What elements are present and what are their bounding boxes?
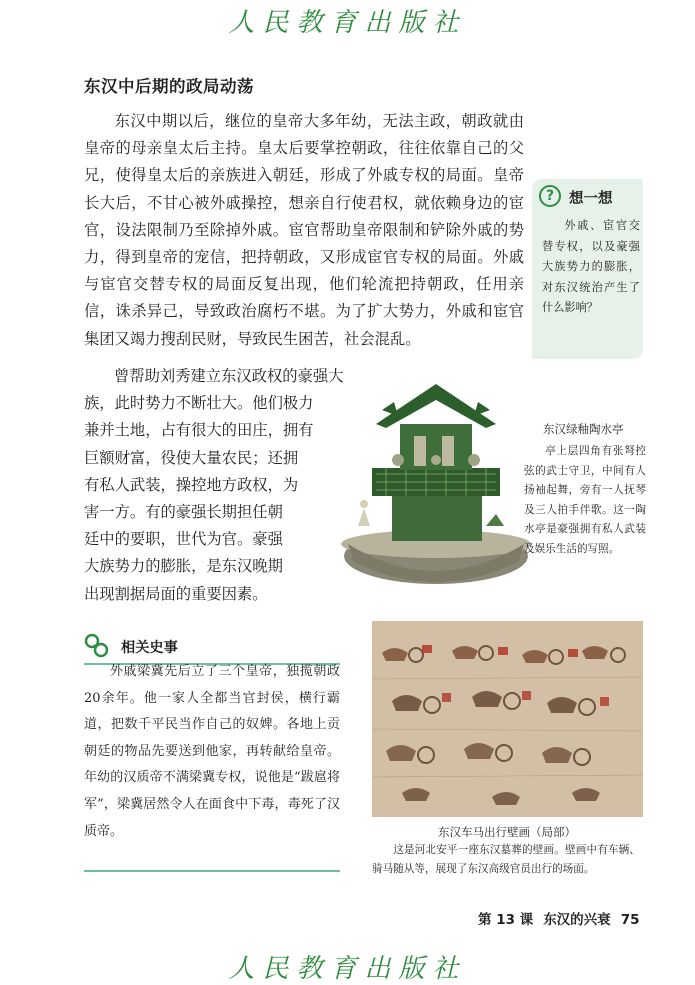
pavilion-caption-text: 亭上层四角有张弩控弦的武士守卫，中间有人扬袖起舞，旁有一人抚琴及三人拍手伴歌。这一陶水亭是豪强拥有私人武装及娱乐生活的写照。 [524,445,646,555]
mural-caption-title: 东汉车马出行壁画（局部） [438,825,576,839]
lesson-number: 第 13 课 [478,912,534,928]
lesson-title: 东汉的兴衰 [543,912,611,928]
think-title: 想一想 [569,191,613,207]
paragraph-line: 害一方。有的豪强长期担任朝 [84,503,283,522]
page-number: 75 [620,912,640,928]
think-question: 外戚、宦官交替专权，以及豪强大族势力的膨胀，对东汉统治产生了什么影响？ [542,219,640,314]
publisher-watermark-top: 人民教育出版社 [228,8,467,38]
related-story-icon [84,633,109,658]
paragraph-line: 巨额财富，役使大量农民；还拥 [84,448,299,467]
paragraph-line: 族，此时势力不断壮大。他们极力 [84,394,314,413]
paragraph-line: 曾帮助刘秀建立东汉政权的豪强大 [114,367,344,385]
mural-photo [372,621,643,817]
paragraph-line: 廷中的要职，世代为官。豪强 [84,530,283,549]
paragraph-line: 出现割据局面的重要因素。 [84,584,268,603]
paragraph-line: 大族势力的膨胀，是东汉晚期 [84,557,283,576]
publisher-watermark-bottom: 人民教育出版社 [228,954,467,984]
question-icon: ? [539,185,561,207]
paragraph-line: 兼并土地，占有很大的田庄，拥有 [84,421,314,440]
related-story-text: 外戚梁冀先后立了三个皇帝，独揽朝政20余年。他一家人全都当官封侯，横行霸道，把数千平民当作自己的奴婢。各地上贡朝廷的物品先要送到他家，再转献给皇帝。年幼的汉质帝不满梁冀专权，说他是“跋扈将军”，梁冀居然令人在面食中下毒，毒死了汉质帝。 [84,664,340,839]
page-footer [478,908,639,928]
think-box [532,179,643,359]
mural-caption-text: 这是河北安平一座东汉墓葬的壁画。壁画中有车辆、骑马随从等，展现了东汉高级官员出行的场面。 [372,844,640,875]
pavilion-photo [336,376,536,590]
main-paragraph: 东汉中期以后，继位的皇帝大多年幼，无法主政，朝政就由皇帝的母亲皇太后主持。皇太后要掌控朝政，往往依靠自己的父兄，使得皇太后的亲族进入朝廷，形成了外戚专权的局面。皇帝长大后，不甘心被外戚操控，想亲自行使君权，就依赖身边的宦官，设法限制乃至除掉外戚。宦官帮助皇帝限制和铲除外戚的势力，得到皇帝的宠信，把持朝政，又形成宦官专权的局面。外戚与宦官交替专权的局面反复出现，他们轮流把持朝政，任用亲信，诛杀异己，导致政治腐朽不堪。为了扩大势力，外戚和宦官集团又竭力搜刮民财，导致民生困苦，社会混乱。 [84,112,524,348]
pavilion-caption-title: 东汉绿釉陶水亭 [543,422,624,436]
second-paragraph [84,363,368,608]
story-divider-bottom [84,870,340,872]
section-title: 东汉中后期的政局动荡 [84,77,254,96]
paragraph-line: 有私人武装，操控地方政权，为 [84,475,299,494]
related-story-title: 相关史事 [121,640,178,656]
